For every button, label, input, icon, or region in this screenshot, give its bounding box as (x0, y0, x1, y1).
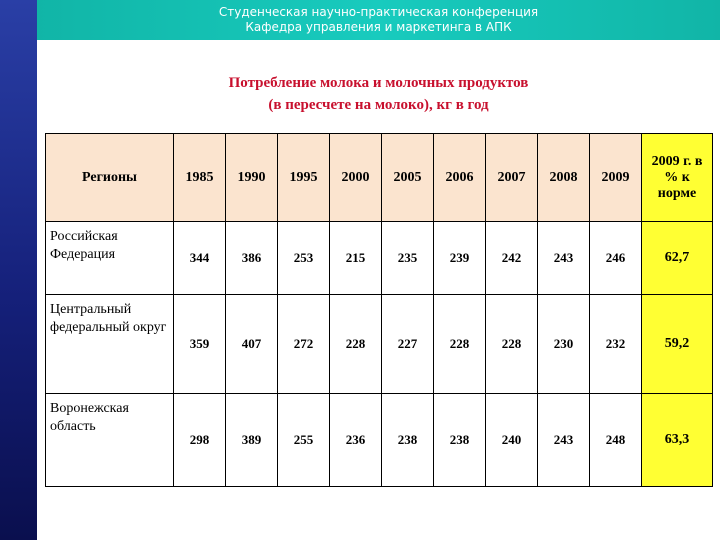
slide-title-line1: Потребление молока и молочных продуктов (228, 75, 529, 91)
year-column-header: 2008 (538, 134, 590, 222)
value-cell: 255 (278, 394, 330, 487)
department-title: Кафедра управления и маркетинга в АПК (245, 20, 512, 34)
value-cell: 253 (278, 222, 330, 295)
slide-title-line2: (в пересчете на молоко), кг в год (268, 97, 489, 113)
value-cell: 215 (330, 222, 382, 295)
value-cell: 246 (590, 222, 642, 295)
value-cell: 298 (174, 394, 226, 487)
value-cell: 243 (538, 222, 590, 295)
year-column-header: 2006 (434, 134, 486, 222)
value-cell: 242 (486, 222, 538, 295)
value-cell: 238 (382, 394, 434, 487)
value-cell: 359 (174, 295, 226, 394)
year-column-header: 2007 (486, 134, 538, 222)
norm-cell: 62,7 (642, 222, 713, 295)
value-cell: 228 (434, 295, 486, 394)
value-cell: 407 (226, 295, 278, 394)
consumption-table (45, 133, 713, 487)
year-column-header: 1990 (226, 134, 278, 222)
year-column-header: 2005 (382, 134, 434, 222)
value-cell: 238 (434, 394, 486, 487)
region-cell: Российская Федерация (46, 222, 174, 295)
year-column-header: 2009 (590, 134, 642, 222)
table-row (46, 222, 713, 295)
region-column-header: Регионы (46, 134, 174, 222)
value-cell: 272 (278, 295, 330, 394)
year-column-header: 1985 (174, 134, 226, 222)
region-cell: Воронежская область (46, 394, 174, 487)
conference-title: Студенческая научно-практическая конференция (218, 5, 539, 19)
table-row (46, 394, 713, 487)
value-cell: 243 (538, 394, 590, 487)
norm-column-header: 2009 г. в % к норме (642, 134, 713, 222)
value-cell: 232 (590, 295, 642, 394)
value-cell: 386 (226, 222, 278, 295)
year-column-header: 1995 (278, 134, 330, 222)
norm-cell: 59,2 (642, 295, 713, 394)
year-column-header: 2000 (330, 134, 382, 222)
norm-cell: 63,3 (642, 394, 713, 487)
value-cell: 227 (382, 295, 434, 394)
value-cell: 228 (486, 295, 538, 394)
value-cell: 344 (174, 222, 226, 295)
value-cell: 389 (226, 394, 278, 487)
side-bar (0, 0, 37, 540)
slide-title (37, 72, 720, 116)
table-row (46, 295, 713, 394)
value-cell: 240 (486, 394, 538, 487)
value-cell: 236 (330, 394, 382, 487)
value-cell: 248 (590, 394, 642, 487)
header-band (37, 0, 720, 40)
value-cell: 239 (434, 222, 486, 295)
value-cell: 228 (330, 295, 382, 394)
table-header-row (46, 134, 713, 222)
region-cell: Центральный федеральный округ (46, 295, 174, 394)
value-cell: 230 (538, 295, 590, 394)
value-cell: 235 (382, 222, 434, 295)
